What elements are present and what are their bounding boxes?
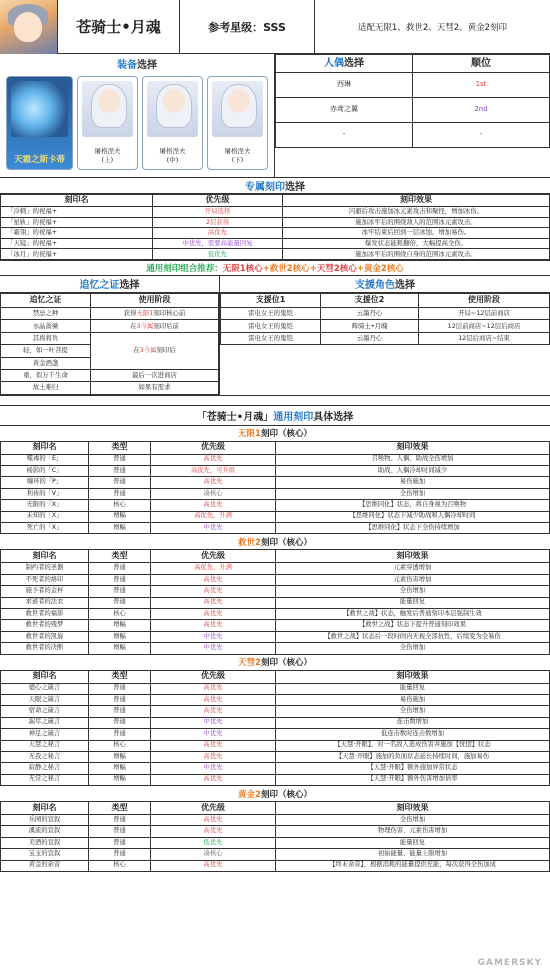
mark-row: 无常之秘言 增幅 高优先 【天慧·开眼】额外伤害增加倍率 [1,774,550,785]
mark-row: 缠环的「P」 普通 高优先 易伤施加 [1,477,550,488]
memory-row: 其将将负 在3今属刻印后 [1,332,219,344]
support-row: 雷电女王的鬼铠 云墨丹心 开局~12层前商店 [221,307,550,319]
mark-row: 死亡的「X」 增幅 中优先 【思维同化】状态下全伤持续增加 [1,523,550,534]
exclusive-title: 专属刻印 选择 [0,178,550,194]
mark-row: 天眼之箴言 普通 高优先 易伤施加 [1,694,550,705]
memory-row: 故土难归 如果有需求 [1,382,219,394]
support-row: 雷电女王的鬼铠 云墨丹心 12层后商店~结束 [221,332,550,344]
mark-set-table: 刻印名 类型 优先级 刻印效果 乐园的宣叙 普通 高优先 全伤增加 溪流的宣叙 普通 高优先 物理伤害、元素伤害增加 美酒的宣叙 普通 低优先 能量回复 宝玉的宣叙 普通 凑核心 初始能量、能量上限增加 黄金的余音 核心 高优先 【终末余音】，根据消耗的能量提供充能，每次获得全伤加成 [0,801,550,872]
mark-set-title: 无限1 刻印（核心） [238,429,312,440]
doll-order-header: 顺位 [413,55,550,73]
character-name: 苍骑士•月魂 [58,0,180,53]
equipment-section [0,54,275,177]
mark-row: 神足之箴言 普通 中优先 低连击数时连击数增加 [1,729,550,740]
support-section: 支援角色 选择 支援位1 支援位2 使用阶段 雷电女王的鬼铠 云墨丹心 开局~12层前商店 雷电女王的鬼铠 辉骑士•月魄 12层前商店~12层后商店 雷电女王的鬼铠 云墨丹心 12层后商店~结束 [220,276,550,395]
mark-row: 乐园的宣叙 普通 高优先 全伤增加 [1,815,550,826]
memory-row: 轻，如一叶菩提 [1,345,219,357]
mark-row: 救世者的残梦 增幅 高优先 【救世之战】状态下提升普通刻印效果 [1,620,550,631]
stigma-card-bottom: 屠格涅夫 (下) [207,76,268,170]
mark-row: 噬毒的「E」 普通 高优先 召唤物、人偶、助战全伤增加 [1,454,550,465]
recommend-part: 无限1核心 [222,263,263,274]
weapon-name: 天霜之斯卡蒂 [13,155,65,165]
mark-set-table: 刻印名 类型 优先级 刻印效果 噬毒的「E」 普通 高优先 召唤物、人偶、助战全伤增加 杨影的「C」 普通 高优先，可升级 助战、人偶冷却时间减少 缠环的「P」 普通 高优先 易伤施加 利齿的「V」 普通 凑核心 全伤增加 无限的「X」 核心 高优先 【思维同化】状态，将自身视为召唤物 未知的「X」 增幅 高优先，升满 【思维同化】状态下减少助战和人偶冷却时间 死亡的「X」 增幅 中优先 【思维同化】状态下全伤持续增加 [0,441,550,535]
memory-row: 水晶蔷薇 在3今属刻印后前 [1,320,219,332]
adapt-info: 适配无限1、救世2、天彗2、黄金2刻印 [357,22,508,33]
mark-row: 救世者的福影 核心 高优先 【救世之战】状态，触发后普通刻印本层强制生效 [1,609,550,620]
mark-set-title: 天彗2 刻印（核心） [238,658,312,669]
memory-support-row [0,276,550,396]
spacer [0,396,550,406]
mark-row: 德心之箴言 普通 高优先 能量回复 [1,683,550,694]
mark-row: 制约者的圣器 普通 高优先、升满 元素穿透增加 [1,563,550,574]
memory-section: 追忆之证 选择 追忆之证 使用阶段 禁忌之种 获得无限1刻印核心前 水晶蔷薇 在3今属刻印后前 其将将负 在3今属刻印后 轻，如一叶菩提 黄金酒盏 重，似万千生命 最后一次进商店 故土难归 如果有需求 [0,276,220,395]
exclusive-row: 「霜翎」的祝福+ 高优先 冰牢结束后回到一层冰蚀，增加易伤。 [1,228,550,239]
support-row: 雷电女王的鬼铠 辉骑士•月魄 12层前商店~12层后商店 [221,320,550,332]
mark-row: 漏尽之箴言 普通 中优先 连击数增加 [1,717,550,728]
mark-set-table: 刻印名 类型 优先级 刻印效果 德心之箴言 普通 高优先 能量回复 天眼之箴言 普通 高优先 易伤施加 宿命之箴言 普通 高优先 全伤增加 漏尽之箴言 普通 中优先 连击数增加 神足之箴言 普通 中优先 低连击数时连击数增加 天慧之秘言 核心 高优先 【天慧·开眼】，对一名敌人造成伤害并施加【恍惚】状态 无我之秘言 增幅 高优先 【天慧·开眼】施加的负面状态延长持续时间，施加易伤 寂静之秘言 增幅 中优先 【天慧·开眼】额外施加异常状态 无常之秘言 增幅 高优先 【天慧·开眼】额外伤害增加倍率 [0,670,550,787]
mark-row: 寂静之秘言 增幅 中优先 【天慧·开眼】额外施加异常状态 [1,763,550,774]
exclusive-row: 「星轨」的祝福+ 2层获得 施加冰牢后的围绕敌人的范围冰元素攻击。 [1,217,550,228]
mark-row: 利齿的「V」 普通 凑核心 全伤增加 [1,488,550,499]
stigma-top-icon [82,81,133,137]
stigma-card-mid: 屠格涅夫 (中) [142,76,203,170]
doll-row: - - [276,123,550,148]
recommend-line: 通用刻印组合推荐： 无限1核心+救世2核心+天彗2核心+黄金2核心 [0,261,550,276]
weapon-icon [11,81,68,137]
mark-set-title: 救世2 刻印（核心） [238,537,312,548]
mark-row: 溪流的宣叙 普通 高优先 物理伤害、元素伤害增加 [1,826,550,837]
equipment-title: 装备 选择 [117,59,157,71]
recommend-part: 黄金2核心 [363,263,404,274]
recommend-part: 天彗2核心 [316,263,357,274]
mark-row: 杨影的「C」 普通 高优先，可升级 助战、人偶冷却时间减少 [1,466,550,477]
stigma-bottom-icon [212,81,263,137]
memory-row: 禁忌之种 获得无限1刻印核心前 [1,307,219,319]
mark-row: 求道者的法衣 普通 高优先 能量回复 [1,597,550,608]
mark-row: 无我之秘言 增幅 高优先 【天慧·开眼】施加的负面状态延长持续时间，施加易伤 [1,751,550,762]
general-title: 「苍骑士•月魂」 通用刻印 具体选择 [0,406,550,426]
recommend-part: + [356,263,364,274]
mark-set-table: 刻印名 类型 优先级 刻印效果 制约者的圣器 普通 高优先、升满 元素穿透增加 不死者的烙印 普通 高优先 元素伤害增加 施予者的金杯 普通 高优先 全伤增加 求道者的法衣 普通 高优先 能量回复 救世者的福影 核心 高优先 【救世之战】状态，触发后普通刻印本层强制生效 救世者的残梦 增幅 高优先 【救世之战】状态下提升普通刻印效果 救世者的凯旋 增幅 中优先 【救世之战】状态后一段时间内无视全部抗性，后续变为全易伤 救世者的决断 增幅 中优先 全伤增加 [0,549,550,654]
exclusive-row: 「冰月」的祝福+ 低优先 施加冰牢后的围绕自身的范围冰元素攻击。 [1,249,550,260]
mark-row: 救世者的决断 增幅 中优先 全伤增加 [1,643,550,654]
header [0,0,550,54]
stigma-mid-icon [147,81,198,137]
mark-row: 救世者的凯旋 增幅 中优先 【救世之战】状态后一段时间内无视全部抗性，后续变为全易伤 [1,631,550,642]
exclusive-row: 「天镜」的祝福+ 中优先，需要高能量回复 爆发状态能耗翻倍，大幅提高全伤。 [1,238,550,249]
mark-row: 宝玉的宣叙 普通 凑核心 初始能量、能量上限增加 [1,849,550,860]
mark-row: 黄金的余音 核心 高优先 【终末余音】，根据消耗的能量提供充能，每次获得全伤加成 [1,860,550,871]
mark-row: 宿命之箴言 普通 高优先 全伤增加 [1,706,550,717]
recommend-part: + [309,263,317,274]
memory-row: 黄金酒盏 [1,357,219,369]
watermark: GAMERSKY [477,958,542,968]
mark-row: 施予者的金杯 普通 高优先 全伤增加 [1,586,550,597]
mark-row: 不死者的烙印 普通 高优先 元素伤害增加 [1,574,550,585]
general-sets [0,426,550,872]
doll-section [275,54,550,177]
doll-title: 人偶选择 [276,55,413,73]
memory-row: 重，似万千生命 最后一次进商店 [1,369,219,381]
weapon-card [6,76,73,170]
exclusive-section: 专属刻印 选择 刻印名 优先级 刻印效果 「冷刺」的祝福+ 开局选择 闪避后攻击施加冰元素攻击和聚怪，增加冰伤。 「星轨」的祝福+ 2层获得 施加冰牢后的围绕敌人的范围冰元素攻击。 「霜翎」的祝福+ 高优先 冰牢结束后回到一层冰蚀，增加易伤。 「天镜」的祝福+ 中优先，需要高能量回复 爆发状态能耗翻倍，大幅提高全伤。 「冰月」的祝福+ 低优先 施加冰牢后的围绕自身的范围冰元素攻击。 [0,178,550,261]
character-avatar [0,0,58,54]
rating: 参考星级：SSS [180,0,315,53]
doll-row: 西琳 1st [276,73,550,98]
mark-row: 无限的「X」 核心 高优先 【思维同化】状态，将自身视为召唤物 [1,500,550,511]
equip-doll-row [0,54,550,178]
mark-row: 美酒的宣叙 普通 低优先 能量回复 [1,837,550,848]
recommend-part: 救世2核心 [269,263,310,274]
exclusive-row: 「冷刺」的祝福+ 开局选择 闪避后攻击施加冰元素攻击和聚怪，增加冰伤。 [1,207,550,218]
recommend-part: + [262,263,270,274]
mark-row: 天慧之秘言 核心 高优先 【天慧·开眼】，对一名敌人造成伤害并施加【恍惚】状态 [1,740,550,751]
mark-row: 未知的「X」 增幅 高优先，升满 【思维同化】状态下减少助战和人偶冷却时间 [1,511,550,522]
stigma-card-top: 屠格涅夫 (上) [77,76,138,170]
mark-set-title: 黄金2 刻印（核心） [238,789,312,800]
doll-row: 赤鸢之翼 2nd [276,98,550,123]
